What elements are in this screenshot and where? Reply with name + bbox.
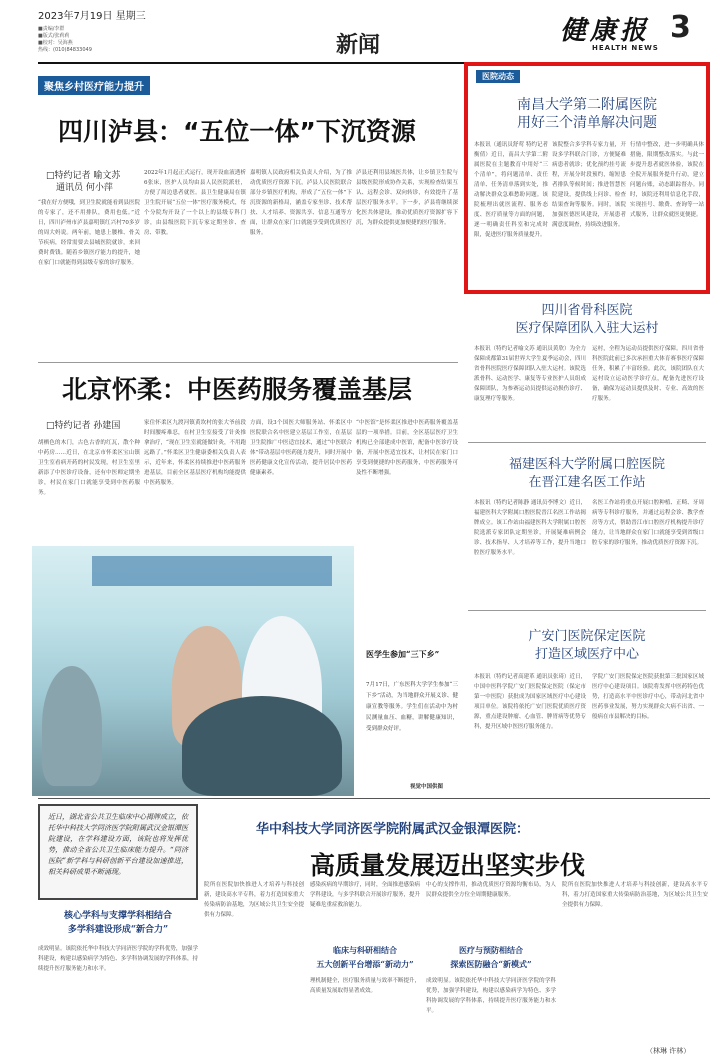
hotline: 热线：(010)84833049 [38,47,92,53]
article1-banner: 聚焦乡村医疗能力提升 [38,76,150,95]
side1-title-line1: 南昌大学第二附属医院 [517,97,657,113]
news-photo [32,546,354,796]
side1-tag: 医院动态 [476,70,520,83]
article3-col3: 感染疾病的早期诊疗，同时，全面推进感染病学科建设，与多学科联合开展诊疗服务，提升疑难危重症救治能力。 [310,882,420,908]
article1-col2: 2022年1月起正式运行，现开设血液透析6张床，医护人员均由县人民医院派驻，方便了周边患者就医。县卫生健康局在镇卫生院开展“五位一体”医疗服务模式，每个分院均开设了一个以上的县级专科门诊，由县级医院下沉专家定期坐诊、查房、带教。 [144,170,246,236]
photo-credit: 视觉中国供图 [410,784,444,790]
side3-title-line1: 福建医科大学附属口腔医院 [508,457,665,472]
article2-author: □特约记者 孙建国 [46,421,121,431]
side4-title-line2: 打造区域医疗中心 [534,647,639,662]
page-number: 3 [670,10,691,45]
side3-col1: 本报讯（特约记者陈静 通讯员李博文）近日，福建医科大学附属口腔医院晋江名医工作站揭牌成立。该工作站由福建医科大学附属口腔医院选派专家团队定期坐诊，开展疑难病例会诊、技术指导、人才培养等工作，提升当地口腔医疗服务水平。 [474,500,586,556]
article1-col1: “我在好方便哦，到卫生院就能看到县医院的专家了，还不用排队，费用也低。”近日，四川泸州市泸县嘉明镇红兴村70多岁的周大妈说。两年前，她患上腰椎、骨关节疾病，经常需要去县城医院就诊，来回费时费钱。随着乡镇医疗能力的提升，她在家门口就能得到县级专家的诊疗服务。 [38,200,140,266]
proof-credit: ■校对：吴海燕 [38,40,73,46]
article1-col4: 泸县还利用县域医共体，让乡镇卫生院与县级医院形成协作关系，实现检查结果互认、远程会诊、双向转诊，有效提升了基层医疗服务水平。下一步，泸县将继续深化医共体建设，推动优质医疗资源扩容下沉，为群众提供更加便捷的医疗服务。 [356,170,458,226]
article3-title-line2: 高质量发展迈出坚实步伐 [310,851,586,880]
article2-title: 北京怀柔：中医药服务覆盖基层 [62,375,413,404]
photo-caption-text: 7月17日，广东医科大学学生参加“三下乡”活动，为当地群众开展义诊、健康宣教等服务。学生们在活动中为村民测量血压、血糖，讲解健康知识，受到群众好评。 [366,682,458,732]
article1-col3: 嘉明镇人民政府相关负责人介绍，为了推动优质医疗资源下沉，泸县人民医院联合部分乡镇医疗机构，形成了“五位一体”下沉资源的新格局，涵盖专家坐诊、技术帮扶、人才培养、资源共享、信息互通等方面，让群众在家门口就能享受到优质医疗服务。 [250,170,352,236]
layout-credit: ■版式/张莉莉 [38,33,70,39]
article3-sub2-line2: 五大创新平台增添“新动力” [316,959,414,969]
article3-sub1-line2: 多学科建设形成“新合力” [67,925,169,935]
side-divider [468,610,706,611]
article3-col5: 中心的支撑作用，推动优质医疗资源均衡布局，为人民群众提供全方位全周期健康服务。 [426,882,556,898]
promo-box: 近日，湖北省公共卫生临床中心揭牌成立，依托华中科技大学同济医学院附属武汉金银潭医院建设，在学科建设方面，该院也将发挥优势，推动全省公共卫生临床能力提升。“同济医院”新学科与科研创新平台建设加速推进，相关科研成果不断涌现。 [38,804,198,900]
side4-title-line1: 广安门医院保定医院 [528,629,646,644]
article3-col4: 理机制健全，医疗服务质量与效率不断提升，高质量发展取得显著成效。 [310,978,420,994]
side4-col1: 本报讯（特约记者高建革 通讯员张琦）近日，中国中医科学院广安门医院保定医院（保定市第一中医院）获批成为国家区域医疗中心建设项目单位。该院将依托广安门医院优质医疗资源，重点建设肿瘤、心血管、脾胃病等优势专科，提升区域中医医疗服务能力。 [474,674,586,730]
article1-author: □特约记者 喻文苏 [46,171,121,181]
article3-col6: 成效明显。该院依托华中科技大学同济医学院的学科优势，加强学科建设，构建以感染病学为特色、多学科协调发展的学科体系，持续提升医疗服务能力和水平。 [426,978,556,1014]
side1-col2: 该院整合多学科专家力量，开设多学科联合门诊，方便疑难病患者就诊；优化预约挂号流程，开展分时段预约，缩短患者排队等候时间；推进智慧医院建设，提供线上问诊、检查结果查询等服务。同时，该院加强医德医风建设，开展患者满意度调查，持续改进服务。 [552,142,626,228]
side1-col3: 行情中整改，进一步明确具体措施，限期整改落实。与此一步提升患者就医体验，该院在全院开展服务提升行动，建立问题台账，动态跟踪督办。同时，该院还利用信息化手段，实现挂号、缴费、查询等一站式服务，让群众就医更便捷。 [630,142,704,218]
article3-title-line1: 华中科技大学同济医学院附属武汉金银潭医院： [256,822,530,837]
article2-col3: 方面，设3个国医大师服务站、怀柔区中医院联合名中医建立基层工作室，在基层卫生院推广中医适宜技术，通过“中医联合体”带动基层中医药能力提升，同时开展中医药健康文化宣传活动，提升居民中医药健康素养。 [250,420,352,476]
side1-col1: 本报讯（通讯员舒莺 特约记者衡倩）近日，南昌大学第二附属医院在主题教育中用好“三个清单”，将问题清单、责任清单、任务清单落到实处，推动解决群众急难愁盼问题。该院梳理出就医流程、服务态度、医疗质量等方面的问题，逐一明确责任科室和完成时限，促进医疗服务质量提升。 [474,142,548,238]
photo-banner-backdrop [92,556,332,586]
article3-col1: 成效明显。该院依托华中科技大学同济医学院的学科优势，加强学科建设，构建以感染病学为特色、多学科协调发展的学科体系，持续提升医疗服务能力和水平。 [38,946,198,972]
side2-col2: 运村，全程为运动员提供医疗保障。四川省骨科医院此前已多次承担重大体育赛事医疗保障任务，积累了丰富经验。此次，该院团队在大运村设立运动医学诊疗点，配备先进医疗设备，确保为运动员提供及时、专业、高效的医疗服务。 [592,346,704,402]
photo-caption-title: 医学生参加“三下乡” [366,649,440,659]
article3-col7: 院所在医院加快推进人才培养与科技创新，建设高水平专科，着力打造国家重大传染病防治基地，为区域公共卫生安全提供有力保障。 [562,882,708,908]
side4-col2: 学院广安门医院保定医院获批第三批国家区域医疗中心建设项目。该院将发挥中医药特色优势，打造高水平中医诊疗中心，带动河北省中医药事业发展，努力实现群众大病不出省、一般病在市县解决的目标。 [592,674,704,720]
article2-col4: “中医馆”是怀柔区推进中医药服务覆盖基层的一项举措。目前，全区基层医疗卫生机构已全部建成中医馆，配备中医诊疗设备，开展中医适宜技术，让村民在家门口享受到便捷的中医药服务，中医药服务可及性不断增强。 [356,420,458,476]
side-divider [468,442,706,443]
article3-col2: 院所在医院加快推进人才培养与科技创新，建设高水平专科，着力打造国家重大传染病防治基地，为区域公共卫生安全提供有力保障。 [204,882,304,918]
masthead-logo-en: HEALTH NEWS [592,44,659,52]
masthead-logo: 健康报 [560,16,651,46]
issue-date: 2023年7月19日 星期三 [38,11,146,22]
article3-sub2-line1: 临床与科研相结合 [333,945,397,955]
article1-title: 四川泸县：“五位一体”下沉资源 [58,117,416,146]
photo-person [182,696,342,796]
photo-person [42,666,102,786]
article3-credit: （林琳 许林） [646,1047,691,1055]
side2-title-line1: 四川省骨科医院 [541,303,633,318]
article3-sub3-line2: 探索医防融合“新模式” [450,959,532,969]
side2-col1: 本报讯（特约记者喻文苏 通讯员黄欣）为全力保障成都第31届世界大学生夏季运动会，四川省骨科医院医疗保障团队入驻大运村。该院选派骨科、运动医学、康复等专业医护人员组成保障团队，为参赛运动员提供运动损伤诊疗、康复理疗等服务。 [474,346,586,402]
article2-col2: 家住怀柔区九渡河镇黄坎村的张大爷前段时间腰疼难忍，在村卫生室接受了针灸推拿治疗，“现在卫生室就能做针灸，不用跑远路了。”怀柔区卫生健康委相关负责人表示，近年来，怀柔区持续推进中医药服务进基层，目前全区基层医疗机构均能提供中医药服务。 [144,420,246,486]
side2-title-line2: 医疗保障团队入驻大运村 [515,321,659,336]
bottom-divider [38,798,710,799]
article2-col1: 胡栖色的木门，古色古香的红瓦，散个种中药房……近日，在北京市怀柔区宝山镇卫生室看病开药的村民发现，村卫生室里新添了中医诊疗设备，还有中医师定期坐诊，村民在家门口就能享受到中医药服务。 [38,440,140,496]
editor-credit: ■责编/李群 [38,26,65,32]
side3-title-line2: 在晋江建名医工作站 [528,475,646,490]
article3-sub1-line1: 核心学科与支撑学科相结合 [63,911,172,921]
article3-sub3-line1: 医疗与预防相结合 [459,945,523,955]
section-title: 新闻 [336,33,381,58]
article1-divider [38,362,458,363]
article1-author2: 通讯员 何小萍 [56,183,113,193]
side1-title-line2: 用好三个清单解决问题 [517,115,657,131]
side3-col2: 名医工作站将重点开展口腔种植、正畸、牙周病等专科诊疗服务，并通过远程会诊、教学查房等方式，帮助晋江市口腔医疗机构提升诊疗能力，让当地群众在家门口就能享受到省级口腔专家的诊疗服务，推动优质医疗资源下沉。 [592,500,704,546]
